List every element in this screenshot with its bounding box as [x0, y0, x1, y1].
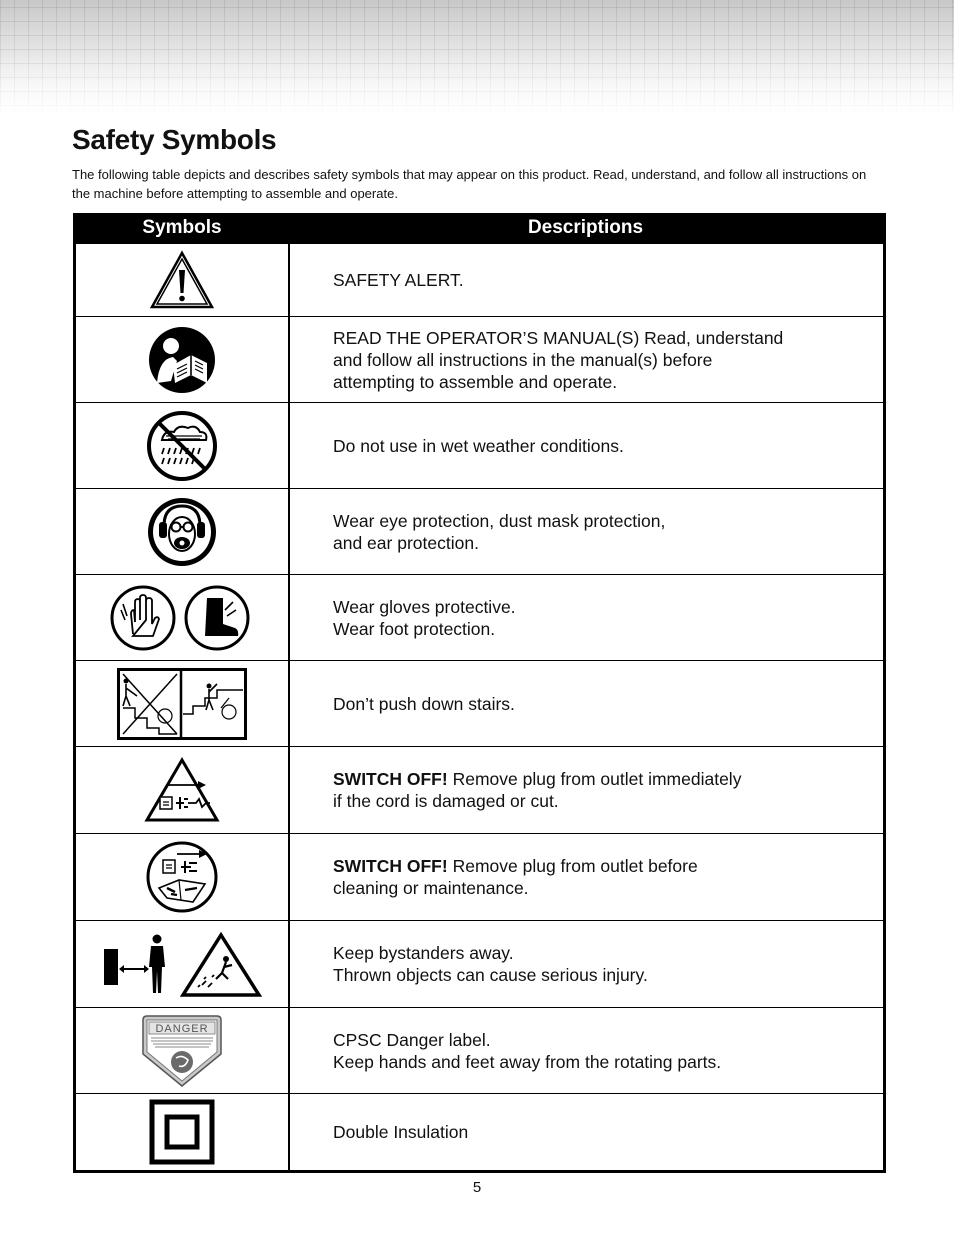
- description-line: if the cord is damaged or cut.: [333, 791, 559, 811]
- intro-paragraph: The following table depicts and describes safety symbols that may appear on this product. Read, understand, and follow all instructions on the machine before attempting to assemble and operate.: [72, 167, 867, 201]
- description-line: and ear protection.: [333, 532, 479, 553]
- description-line: Do not use in wet weather conditions.: [333, 435, 624, 456]
- table-row: [76, 1093, 883, 1170]
- double-insulation-icon: [149, 1099, 215, 1165]
- table-row: [76, 660, 883, 746]
- description-line: Keep bystanders away.: [333, 943, 514, 963]
- gloves-boots-icon: [109, 584, 255, 652]
- description-line: CPSC Danger label.: [333, 1029, 491, 1050]
- table-row: [76, 746, 883, 833]
- cpsc-danger-label-icon: [139, 1014, 225, 1088]
- description-line: attempting to assemble and operate.: [333, 371, 618, 392]
- no-push-down-stairs-icon: [117, 668, 247, 740]
- page-number: 5: [472, 1179, 482, 1196]
- description-line: READ THE OPERATOR’S MANUAL(S) Read, understand: [333, 327, 784, 348]
- description-line: cleaning or maintenance.: [333, 878, 529, 898]
- table-row: [76, 488, 883, 574]
- unplug-damaged-cord-icon: [144, 757, 220, 823]
- description-line: SWITCH OFF! Remove plug from outlet immediately: [333, 769, 742, 789]
- safety-alert-icon: [149, 250, 215, 310]
- table-row: [76, 243, 883, 316]
- description-line: Wear foot protection.: [333, 618, 496, 639]
- table-row: [76, 402, 883, 488]
- switch-off-label: SWITCH OFF!: [333, 769, 448, 789]
- table-row: [76, 1007, 883, 1093]
- description-line: SAFETY ALERT.: [333, 270, 464, 290]
- description-line: Double Insulation: [333, 1122, 469, 1142]
- safety-symbols-table: [73, 213, 886, 1173]
- header-symbols: Symbols: [142, 217, 222, 238]
- no-wet-weather-icon: [146, 410, 218, 482]
- header-descriptions: Descriptions: [527, 217, 644, 238]
- page-title: Safety Symbols: [72, 124, 277, 155]
- description-line: and follow all instructions in the manual(s) before: [333, 349, 713, 370]
- table-row: [76, 833, 883, 920]
- unplug-maintenance-icon: [145, 840, 219, 914]
- read-manual-icon: [147, 325, 217, 395]
- table-row: [76, 574, 883, 660]
- eye-mask-ear-protection-icon: [146, 496, 218, 568]
- table-header: [76, 213, 883, 243]
- description-line: Don’t push down stairs.: [333, 693, 515, 714]
- description-line: Thrown objects can cause serious injury.: [333, 965, 648, 985]
- description-line: SWITCH OFF! Remove plug from outlet before: [333, 856, 698, 876]
- description-line: Keep hands and feet away from the rotating parts.: [333, 1051, 722, 1072]
- header-band: [0, 0, 954, 120]
- danger-word: DANGER: [155, 1022, 209, 1035]
- table-row: [76, 920, 883, 1007]
- description-line: Wear gloves protective.: [333, 596, 516, 617]
- table-row: [76, 316, 883, 402]
- description-line: Wear eye protection, dust mask protection,: [333, 510, 666, 531]
- switch-off-label: SWITCH OFF!: [333, 856, 448, 876]
- bystanders-thrown-objects-icon: [102, 929, 262, 999]
